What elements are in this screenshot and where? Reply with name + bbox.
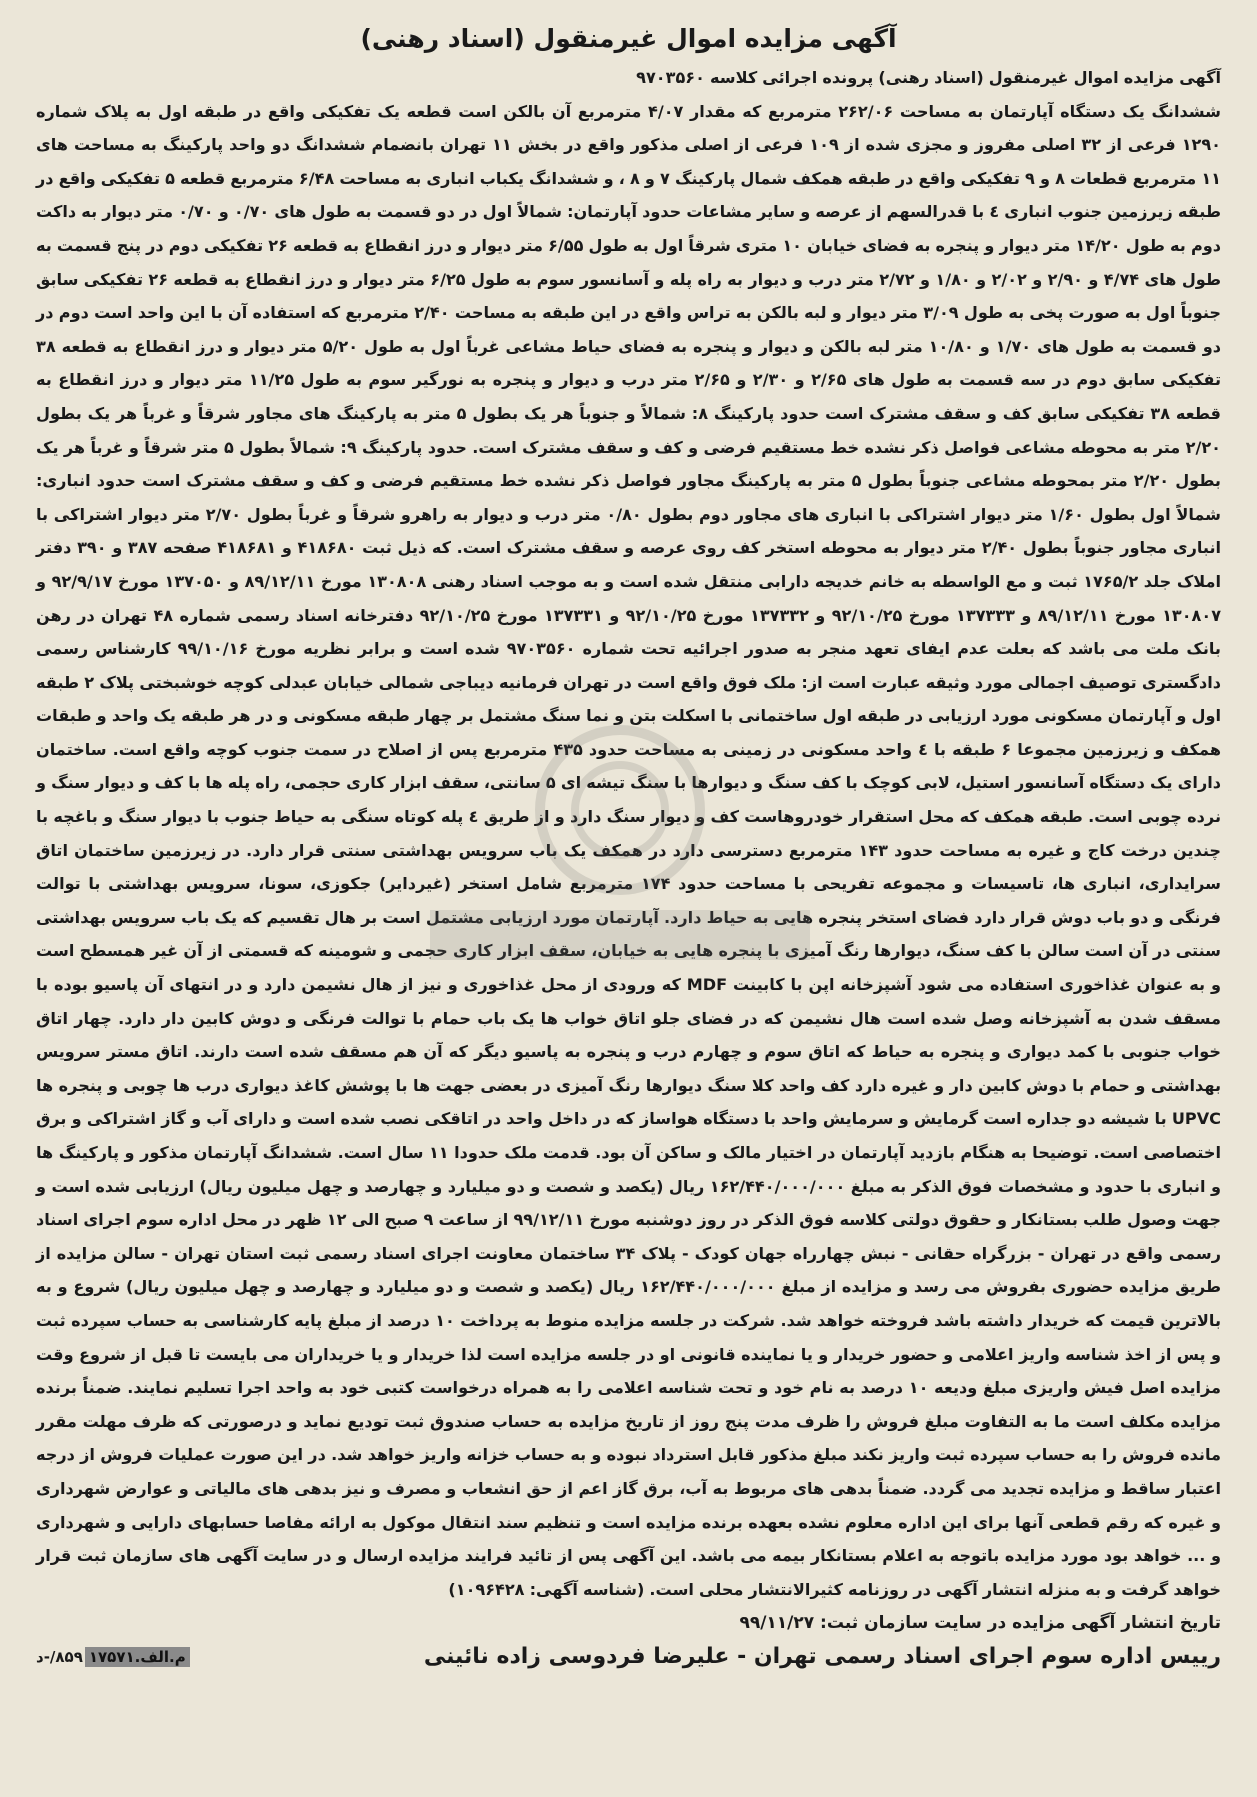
notice-title: آگهی مزایده اموال غیرمنقول (اسناد رهنی) <box>360 24 897 53</box>
publication-date: تاریخ انتشار آگهی مزایده در سایت سازمان ثبت: ۹۹/۱۱/۲۷ <box>739 1613 1221 1634</box>
notice-code-box: م.الف.۱۷۵۷۱ <box>85 1647 190 1667</box>
notice-body <box>36 61 1221 1606</box>
signature-line: رییس اداره سوم اجرای اسناد رسمی تهران - علیرضا فردوسی زاده نائینی <box>423 1644 1221 1670</box>
notice-code <box>36 1647 190 1667</box>
notice-intro: آگهی مزایده اموال غیرمنقول (اسناد رهنی) پرونده اجرائی کلاسه ۹۷۰۳۵۶۰ <box>636 68 1221 87</box>
notice-code-rest: ۸۵۹/-د <box>36 1647 83 1666</box>
notice-main-text: ششدانگ یک دستگاه آپارتمان به مساحت ۲۶۲/۰۶ مترمربع که مقدار ۴/۰۷ مترمربع آن بالکن است قطعه یک تفکیکی واقع در طبقه اول به پلاک شماره ۱۲۹۰ فرعی از ۳۲ اصلی مفروز و مجزی شده از ۱۰۹ فرعی از اصلی مذکور واقع در بخش ۱۱ تهران بانضمام ششدانگ دو واحد پارکینگ به مساحت های ۱۱ مترمربع قطعات ۸ و ۹ تفکیکی واقع در طبقه همکف شمال پارکینگ ۷ و ۸ ، و ششدانگ یکباب انباری به مساحت ۶/۴۸ مترمربع قطعه ۵ تفکیکی واقع در طبقه زیرزمین جنوب انباری ٤ با قدرالسهم از عرصه و سایر مشاعات حدود آپارتمان: شمالاً اول در دو قسمت به طول های ۰/۷۰ و ۰/۷۰ متر دیوار به داکت دوم به طول ۱۴/۲۰ متر دیوار و پنجره به فضای خیابان ۱۰ متری شرقاً اول به طول ۶/۵۵ متر دیوار و درز انقطاع به قطعه ۲۶ تفکیکی دوم در پنج قسمت به طول های ۴/۷۴ و ۲/۹۰ و ۲/۰۲ و ۱/۸۰ و ۲/۷۲ متر درب و دیوار به راه پله و آسانسور سوم به طول ۶/۲۵ متر دیوار و درز انقطاع به قطعه ۲۶ تفکیکی سابق جنوباً اول به صورت پخی به طول ۳/۰۹ متر دیوار و لبه بالکن به تراس واقع در این طبقه به مساحت ۲/۴۰ مترمربع که استفاده آن با این واحد است دوم در دو قسمت به طول های ۱/۷۰ و ۱۰/۸۰ متر لبه بالکن و دیوار و پنجره به فضای حیاط مشاعی غرباً اول به طول ۵/۲۰ متر دیوار و درز انقطاع به قطعه ۳۸ تفکیکی سابق دوم در سه قسمت به طول های ۲/۶۵ و ۲/۳۰ و ۲/۶۵ متر درب و دیوار و پنجره به نورگیر سوم به طول ۱۱/۲۵ متر دیوار و درز انقطاع به قطعه ۳۸ تفکیکی سابق کف و سقف مشترک است حدود پارکینگ ۸: شمالاً و جنوباً هر یک بطول ۵ متر به پارکینگ های مجاور شرقاً و غرباً هر یک بطول ۲/۲۰ متر به محوطه مشاعی فواصل ذکر نشده خط مستقیم فرضی و کف و سقف مشترک است. حدود پارکینگ ۹: شمالاً بطول ۵ متر شرقاً و غرباً هر یک بطول ۲/۲۰ متر بمحوطه مشاعی جنوباً بطول ۵ متر به پارکینگ مجاور فواصل ذکر نشده خط مستقیم فرضی و کف و سقف مشترک است حدود انباری: شمالاً اول بطول ۱/۶۰ متر دیوار اشتراکی با انباری های مجاور دوم بطول ۰/۸۰ متر درب و دیوار به راهرو شرقاً و غرباً بطول ۲/۷۰ متر دیوار اشتراکی با انباری مجاور جنوباً بطول ۲/۴۰ متر دیوار به محوطه استخر کف روی عرصه و سقف مشترک است. که ذیل ثبت ۴۱۸۶۸۰ و ۴۱۸۶۸۱ صفحه ۳۸۷ و ۳۹۰ دفتر املاک جلد ۱۷۶۵/۲ ثبت و مع الواسطه به خانم خدیجه دارابی منتقل شده است و به موجب اسناد رهنی ۱۳۰۸۰۸ مورخ ۸۹/۱۲/۱۱ و ۱۳۷۰۵۰ مورخ ۹۲/۹/۱۷ و ۱۳۰۸۰۷ مورخ ۸۹/۱۲/۱۱ و ۱۳۷۳۳۳ مورخ ۹۲/۱۰/۲۵ و ۱۳۷۳۳۲ مورخ ۹۲/۱۰/۲۵ و ۱۳۷۳۳۱ مورخ ۹۲/۱۰/۲۵ دفترخانه اسناد رسمی شماره ۴۸ تهران در رهن بانک ملت می باشد که بعلت عدم ایفای تعهد منجر به صدور اجرائیه تحت شماره ۹۷۰۳۵۶۰ شده است و برابر نظریه مورخ ۹۹/۱۰/۱۶ کارشناس رسمی دادگستری توصیف اجمالی مورد وثیقه عبارت است از: ملک فوق واقع است در تهران فرمانیه دیباجی شمالی خیابان عبدلی کوچه خوشبختی پلاک ۲ طبقه اول و آپارتمان مسکونی مورد ارزیابی در طبقه اول ساختمانی با اسکلت بتن و نما سنگ مشتمل بر چهار طبقه مسکونی و در هر طبقه یک واحد و طبقات همکف و زیرزمین مجموعا ۶ طبقه با ٤ واحد مسکونی در زمینی به مساحت حدود ۴۳۵ مترمربع پس از اصلاح در سمت جنوب کوچه واقع است. ساختمان دارای یک دستگاه آسانسور استیل، لابی کوچک با کف سنگ و دیوارها با سنگ تیشه ای ۵ سانتی، سقف ابزار کاری حجمی، راه پله ها با کف و دیوار سنگ و نرده چوبی است. طبقه همکف که محل استقرار خودروهاست کف و دیوار سنگ دارد و از طریق ٤ پله کوتاه سنگی به حیاط جنوب با دیوار سنگ و باغچه با چندین درخت کاج و غیره به مساحت حدود ۱۴۳ مترمربع دسترسی دارد در همکف یک باب سرویس بهداشتی سنتی قرار دارد. در زیرزمین ساختمان اتاق سرایداری، انباری ها، تاسیسات و مجموعه تفریحی با مساحت حدود ۱۷۴ مترمربع شامل استخر (غیردایر) جکوزی، سونا، سرویس بهداشتی با توالت فرنگی و دو باب دوش قرار دارد فضای استخر پنجره هایی به حیاط دارد. آپارتمان مورد ارزیابی مشتمل است بر هال تقسیم که یک باب سرویس بهداشتی سنتی در آن است سالن با کف سنگ، دیوارها رنگ آمیزی با پنجره هایی به خیابان، سقف ابزار کاری حجمی و شومینه که قسمتی از آن غیر همسطح است و به عنوان غذاخوری استفاده می شود آشپزخانه اپن با کابینت MDF که ورودی از محل غذاخوری و نیز از هال نشیمن دارد و در انتهای آن پاسیو بوده با مسقف شدن به آشپزخانه وصل شده است هال نشیمن که در فضای جلو اتاق خواب ها یک باب حمام با توالت فرنگی و دوش کابین دار دارد. چهار اتاق خواب جنوبی با کمد دیواری و پنجره به حیاط که اتاق سوم و چهارم درب و پنجره به پاسیو دیگر که آن هم مسقف شده است دارند. اتاق مستر سرویس بهداشتی و حمام با دوش کابین دار و غیره دارد کف واحد کلا سنگ دیوارها رنگ آمیزی در بعضی جهت ها با پوشش کاغذ دیواری درب ها چوبی و پنجره ها UPVC با شیشه دو جداره است گرمایش و سرمایش واحد با دستگاه هواساز که در داخل واحد در اتاقکی نصب شده است و دارای آب و گاز اشتراکی و برق اختصاصی است. توضیحا به هنگام بازدید آپارتمان در اختیار مالک و ساکن آن بود. قدمت ملک حدودا ۱۱ سال است. ششدانگ آپارتمان مذکور و پارکینگ ها و انباری با حدود و مشخصات فوق الذکر به مبلغ ۱۶۲/۴۴۰/۰۰۰/۰۰۰ ریال (یکصد و شصت و دو میلیارد و چهارصد و چهل میلیون ریال) ارزیابی شده است و جهت وصول طلب بستانکار و حقوق دولتی کلاسه فوق الذکر در روز دوشنبه مورخ ۹۹/۱۲/۱۱ از ساعت ۹ صبح الی ۱۲ ظهر در محل اداره سوم اجرای اسناد رسمی واقع در تهران - بزرگراه حقانی - نبش چهارراه جهان کودک - پلاک ۳۴ ساختمان معاونت اجرای اسناد رسمی ثبت استان تهران - سالن مزایده از طریق مزایده حضوری بفروش می رسد و مزایده از مبلغ ۱۶۲/۴۴۰/۰۰۰/۰۰۰ ریال (یکصد و شصت و دو میلیارد و چهارصد و چهل میلیون ریال) شروع و به بالاترین قیمت که خریدار داشته باشد فروخته خواهد شد. شرکت در جلسه مزایده منوط به پرداخت ۱۰ درصد از مبلغ پایه کارشناسی به حساب سپرده ثبت و پس از اخذ شناسه واریز اعلامی و حضور خریدار و یا نماینده قانونی او در جلسه مزایده است لذا خریدار و یا خریداران می بایست تا قبل از شروع وقت مزایده اصل فیش واریزی مبلغ ودیعه ۱۰ درصد به نام خود و تحت شناسه اعلامی را به همراه درخواست کتبی خود به واحد اجرا تسلیم نمایند. ضمناً برنده مزایده مکلف است ما به التفاوت مبلغ فروش را ظرف مدت پنج روز از تاریخ مزایده به حساب صندوق ثبت تودیع نماید و درصورتی که ظرف مهلت مقرر مانده فروش را به حساب سپرده ثبت واریز نکند مبلغ مذکور قابل استرداد نبوده و به حساب خزانه واریز خواهد شد. در این صورت عملیات فروش از درجه اعتبار ساقط و مزایده تجدید می گردد. ضمناً بدهی های مربوط به آب، برق گاز اعم از حق انشعاب و مصرف و نیز بدهی های مالیاتی و عوارض شهرداری و غیره که رقم قطعی آنها برای این اداره معلوم نشده بعهده برنده مزایده است و تنظیم سند انتقال موکول به ارائه مفاصا حسابهای دارایی و شهرداری و ... خواهد بود مورد مزایده باتوجه به اعلام بستانکار بیمه می باشد. این آگهی پس از تائید فرایند مزایده ارسال و در سایت آگهی های سازمان ثبت قرار خواهد گرفت و به منزله انتشار آگهی در روزنامه کثیرالانتشار محلی است. (شناسه آگهی: ۱۰۹۶۴۲۸) <box>36 101 1222 1599</box>
notice-footer <box>36 1644 1221 1669</box>
